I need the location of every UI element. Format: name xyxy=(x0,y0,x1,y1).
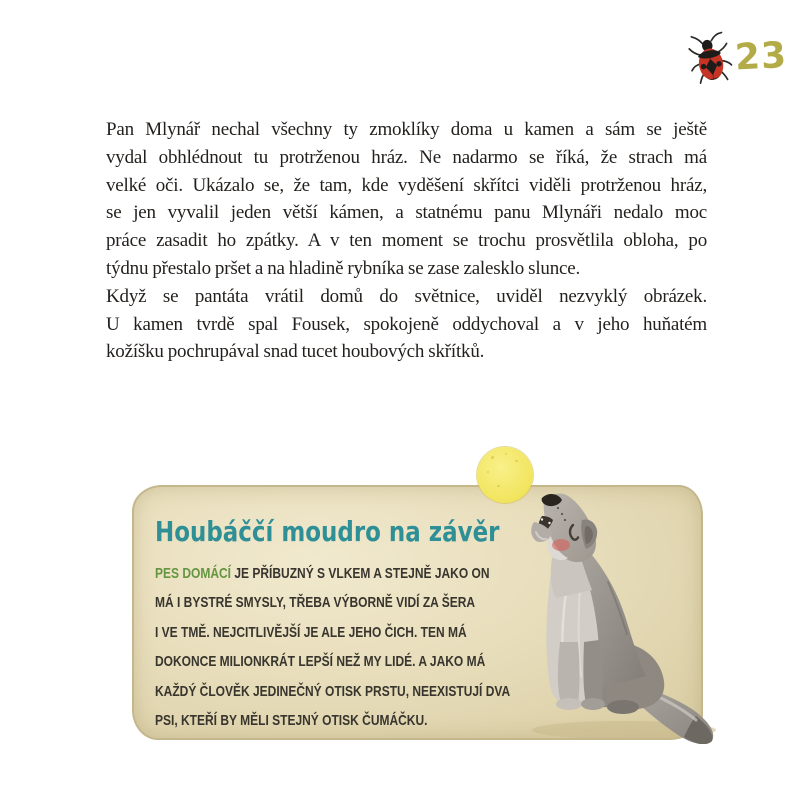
wisdom-box-line xyxy=(155,559,499,588)
story-text xyxy=(106,116,707,366)
story-line: práce zasadit ho zpátky. A v ten moment se trochu prosvětlila obloha, po xyxy=(106,230,707,252)
wisdom-box-line: PSI, KTEŘÍ BY MĚLI STEJNÝ OTISK ČUMÁČKU. xyxy=(155,712,428,730)
wolf-paw-near xyxy=(556,698,582,710)
moon-icon xyxy=(477,447,533,503)
wolf-blush xyxy=(552,539,570,551)
wisdom-box-line: DOKONCE MILIONKRÁT LEPŠÍ NEŽ MY LIDÉ. A JAKO MÁ xyxy=(155,653,486,671)
story-paragraph-2 xyxy=(106,283,707,366)
firebug-icon xyxy=(685,29,735,88)
story-paragraph-1 xyxy=(106,116,707,283)
story-line: Pan Mlynář nechal všechny ty zmoklíky doma u kamen a sám se ještě xyxy=(106,119,707,140)
wisdom-box-lead-term: PES DOMÁCÍ xyxy=(155,565,232,582)
story-line: vydal obhlédnout tu protrženou hráz. Ne nadarmo se říká, že strach má xyxy=(106,146,707,168)
wisdom-box-lines xyxy=(155,588,585,735)
wolf-paw-far xyxy=(581,698,605,710)
howling-wolf-illustration xyxy=(528,492,723,744)
wisdom-box-line-rest: JE PŘÍBUZNÝ S VLKEM A STEJNĚ JAKO ON xyxy=(231,565,490,582)
wisdom-box-line: I VE TMĚ. NEJCITLIVĚJŠÍ JE ALE JEHO ČICH. TEN MÁ xyxy=(155,623,467,641)
wolf-head xyxy=(531,494,597,563)
wolf-front-leg-far xyxy=(583,640,602,704)
story-line: kožíšku pochrupával snad tucet houbových skřítků. xyxy=(106,341,485,363)
page-number: 23 xyxy=(733,34,789,79)
wolf-hind-paw xyxy=(607,700,639,714)
wisdom-box-line: MÁ I BYSTRÉ SMYSLY, TŘEBA VÝBORNĚ VIDÍ ZA ŠERA xyxy=(155,594,476,612)
story-line: se jen vyvalil jeden větší kámen, a statnému panu Mlynáři nedalo moc xyxy=(106,202,707,224)
story-line: U kamen tvrdě spal Fousek, spokojeně oddychoval a v jeho huňatém xyxy=(106,313,707,335)
story-line: týdnu přestalo pršet a na hladině rybníka se zase zalesklo slunce. xyxy=(106,257,581,279)
wolf-front-leg-near xyxy=(558,642,580,704)
wisdom-box-heading: Houbáččí moudro na závěr xyxy=(155,515,500,548)
story-line: Když se pantáta vrátil domů do světnice, uviděl nezvyklý obrázek. xyxy=(106,285,707,307)
story-line: velké oči. Ukázalo se, že tam, kde vyděšení skřítci viděli protrženou hráz, xyxy=(106,174,707,196)
wisdom-box-line: KAŽDÝ ČLOVĚK JEDINEČNÝ OTISK PRSTU, NEEXISTUJÍ DVA xyxy=(155,682,511,700)
wisdom-box-text xyxy=(155,559,585,735)
